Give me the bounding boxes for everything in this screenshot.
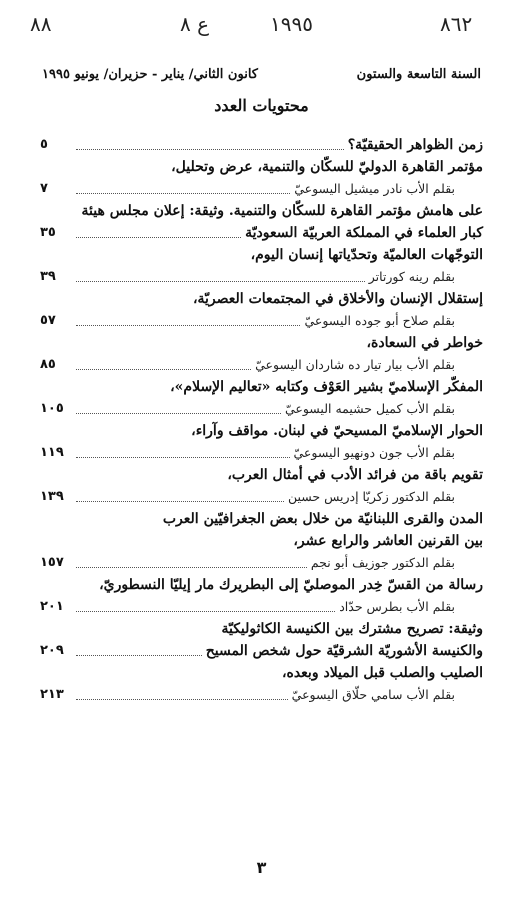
toc-title-text: التوجّهات العالميّة وتحدّياتها إنسان اليوم، bbox=[250, 247, 483, 263]
toc-entry-author bbox=[40, 552, 483, 574]
toc-title-text: والكنيسة الأشوريّة الشرقيّة حول شخص المسيح bbox=[205, 643, 483, 659]
toc-entry-title bbox=[40, 134, 483, 156]
toc-page-number: ٥ bbox=[40, 137, 48, 152]
toc-page-number: ٨٥ bbox=[40, 357, 56, 372]
dot-leader bbox=[76, 699, 288, 700]
dot-leader bbox=[76, 237, 241, 238]
dot-leader bbox=[76, 457, 290, 458]
toc-entry-author bbox=[40, 398, 483, 420]
toc-entry-title bbox=[40, 156, 483, 178]
toc-title-text: الحوار الإسلاميّ المسيحيّ في لبنان. مواقف وآراء، bbox=[191, 423, 483, 439]
toc-entry-title bbox=[40, 464, 483, 486]
toc-entry-author bbox=[40, 178, 483, 200]
toc-entry-author bbox=[40, 596, 483, 618]
toc-author-text: بقلم الأب نادر ميشيل اليسوعيّ bbox=[294, 181, 455, 196]
dot-leader bbox=[76, 501, 284, 502]
toc-title-text: كبار العلماء في المملكة العربيّة السعوديّة bbox=[245, 225, 483, 241]
toc-author-text: بقلم الدكتور زكريّا إدريس حسين bbox=[287, 489, 455, 504]
toc-title-text: المفكّر الإسلاميّ بشير العَوْف وكتابه «تعاليم الإسلام»، bbox=[170, 379, 483, 395]
toc-title-text: على هامش مؤتمر القاهرة للسكّان والتنمية. وثيقة: إعلان مجلس هيئة bbox=[81, 203, 483, 219]
dot-leader bbox=[76, 149, 344, 150]
toc-title-text: بين القرنين العاشر والرابع عشر، bbox=[293, 533, 483, 549]
table-of-contents bbox=[40, 134, 483, 706]
toc-title-text: الصليب والصلب قبل الميلاد وبعده، bbox=[281, 665, 483, 681]
toc-page-number: ١٠٥ bbox=[40, 401, 64, 416]
toc-entry-title bbox=[40, 376, 483, 398]
toc-page-number: ١١٩ bbox=[40, 445, 64, 460]
toc-title-text: المدن والقرى اللبنانيّة من خلال بعض الجغرافيّين العرب bbox=[162, 511, 483, 527]
toc-entry-title bbox=[40, 508, 483, 530]
dot-leader bbox=[76, 567, 307, 568]
toc-page-number: ١٥٧ bbox=[40, 555, 64, 570]
handwritten-right: ٨٦٢ bbox=[440, 12, 473, 36]
toc-page-number: ٢٠١ bbox=[40, 599, 64, 614]
running-header bbox=[42, 64, 481, 84]
toc-entry-title bbox=[40, 222, 483, 244]
dot-leader bbox=[76, 281, 365, 282]
toc-title-text: تقويم باقة من فرائد الأدب في أمثال العرب، bbox=[227, 467, 483, 483]
toc-entry-title bbox=[40, 332, 483, 354]
toc-author-text: بقلم الأب كميل حشيمه اليسوعيّ bbox=[284, 401, 455, 416]
toc-title-text: زمن الظواهر الحقيقيّة؟ bbox=[347, 137, 483, 153]
toc-entry-author bbox=[40, 486, 483, 508]
toc-entry-title bbox=[40, 200, 483, 222]
toc-page-number: ١٣٩ bbox=[40, 489, 64, 504]
toc-entry-author bbox=[40, 684, 483, 706]
toc-entry-author bbox=[40, 442, 483, 464]
toc-title-text: وثيقة: تصريح مشترك بين الكنيسة الكاثوليكيّة bbox=[221, 621, 483, 637]
toc-entry-title bbox=[40, 574, 483, 596]
toc-page-number: ٢١٣ bbox=[40, 687, 64, 702]
toc-entry-author bbox=[40, 354, 483, 376]
toc-author-text: بقلم الأب بيار تيار ده شاردان اليسوعيّ bbox=[255, 357, 455, 372]
toc-entry-author bbox=[40, 310, 483, 332]
dot-leader bbox=[76, 369, 251, 370]
toc-entry-author bbox=[40, 266, 483, 288]
toc-page-number: ٣٩ bbox=[40, 269, 56, 284]
toc-entry-title bbox=[40, 662, 483, 684]
running-header-right: السنة التاسعة والستون bbox=[356, 66, 481, 82]
dot-leader bbox=[76, 655, 202, 656]
toc-page-number: ٣٥ bbox=[40, 225, 56, 240]
dot-leader bbox=[76, 325, 300, 326]
toc-page-number: ٥٧ bbox=[40, 313, 56, 328]
page-title: محتويات العدد bbox=[214, 96, 309, 115]
toc-title-text: خواطر في السعادة، bbox=[366, 335, 483, 351]
toc-page-number: ٧ bbox=[40, 181, 48, 196]
page-number: ٣ bbox=[256, 858, 267, 877]
toc-author-text: بقلم الأب جون دونهيو اليسوعيّ bbox=[293, 445, 455, 460]
toc-entry-title bbox=[40, 640, 483, 662]
toc-entry-title bbox=[40, 530, 483, 552]
running-header-left: كانون الثاني/ يناير - حزيران/ يونيو ١٩٩٥ bbox=[42, 66, 258, 82]
toc-entry-title bbox=[40, 420, 483, 442]
handwritten-left: ٨٨ bbox=[30, 12, 52, 36]
dot-leader bbox=[76, 413, 281, 414]
toc-entry-title bbox=[40, 618, 483, 640]
dot-leader bbox=[76, 611, 335, 612]
toc-entry-title bbox=[40, 288, 483, 310]
toc-author-text: بقلم صلاح أبو جوده اليسوعيّ bbox=[304, 313, 455, 328]
toc-author-text: بقلم الأب بطرس حدّاد bbox=[339, 599, 455, 614]
handwritten-middle: ع ٨ bbox=[180, 12, 210, 36]
dot-leader bbox=[76, 193, 290, 194]
handwritten-middle2: ١٩٩٥ bbox=[270, 12, 313, 36]
toc-author-text: بقلم الأب سامي حلّاق اليسوعيّ bbox=[291, 687, 455, 702]
toc-author-text: بقلم رينه كورتاتر bbox=[368, 269, 455, 284]
toc-title-text: إستقلال الإنسان والأخلاق في المجتمعات العصريّة، bbox=[193, 291, 483, 307]
toc-title-text: مؤتمر القاهرة الدوليّ للسكّان والتنمية، عرض وتحليل، bbox=[171, 159, 483, 175]
toc-author-text: بقلم الدكتور جوزيف أبو نجم bbox=[310, 555, 455, 570]
toc-entry-title bbox=[40, 244, 483, 266]
toc-title-text: رسالة من القسّ خِدر الموصليّ إلى البطريرك مار إيليّا النسطوريّ، bbox=[99, 577, 483, 593]
toc-page-number: ٢٠٩ bbox=[40, 643, 64, 658]
handwritten-annotations bbox=[0, 6, 523, 42]
